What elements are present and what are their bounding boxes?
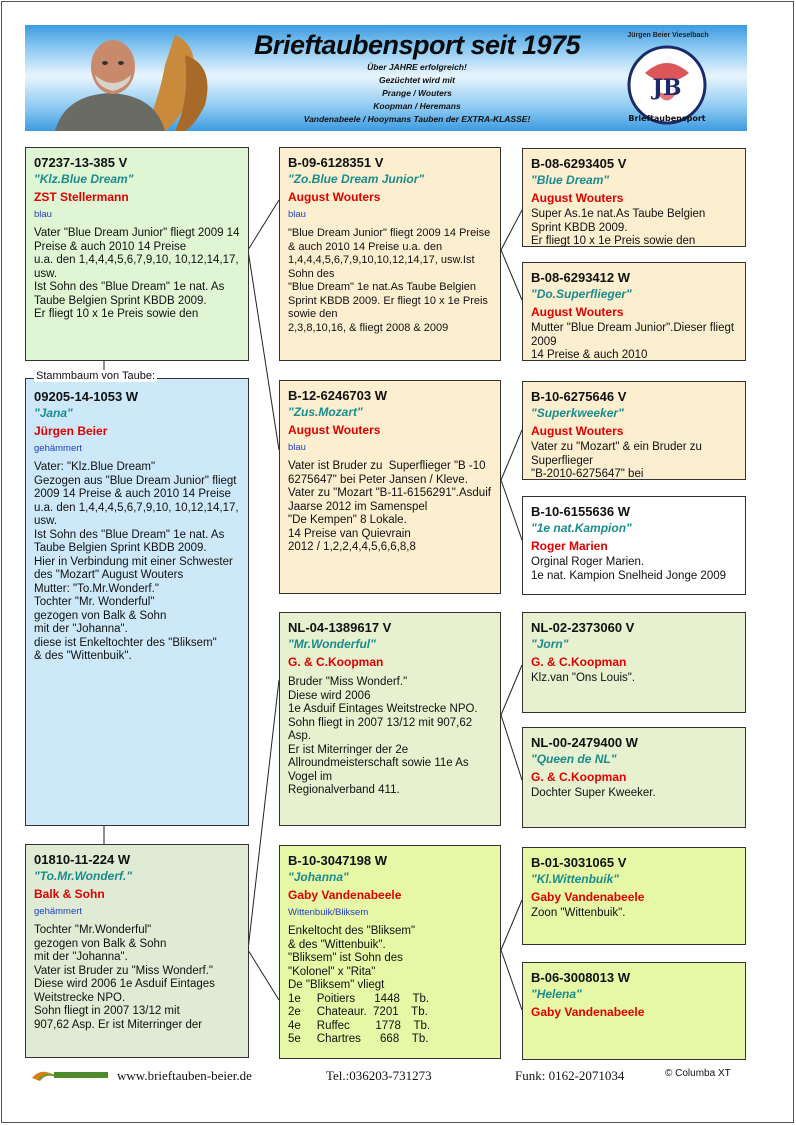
pedigree-description: Vater ist Bruder zu Superflieger "B -10 6275647" bei Peter Jansen / Kleve. Vater zu "Mozart "B-11-6156291".Asduif Jaarse 2012 im Samenspel "De Kempen" 8 Lokale. 14 Preise van Quievrain 2012 / 1,2,2,4,4,5,6,6,8,8 xyxy=(288,460,491,553)
pigeon-logo-icon xyxy=(625,43,710,128)
banner-line: Koopman / Heremans xyxy=(373,101,461,111)
pedigree-card-sire-of-father xyxy=(279,147,501,361)
footer-website-link[interactable]: www.brieftauben-beier.de xyxy=(117,1068,252,1083)
ring-number: B-06-3008013 W xyxy=(531,970,630,985)
ring-number: 01810-11-224 W xyxy=(34,852,131,867)
pedigree-description: Vater "Blue Dream Junior" fliegt 2009 14 Preise & auch 2010 14 Preise u.a. den 1,4,4,4,5,6,7,9,10, 10,12,14,17, usw. Ist Sohn des "Blue Dream" 1e nat. As Taube Belgien Sprint KBDB 2009. Er fliegt 10 x 1e Preis sowie den xyxy=(34,227,240,320)
ring-number: B-01-3031065 V xyxy=(531,855,627,870)
breeder-name: Jürgen Beier xyxy=(34,424,108,438)
breeder-name: Gaby Vandenabeele xyxy=(531,1005,645,1019)
pedigree-card-ff-dam xyxy=(522,262,746,361)
footer-mobile: Funk: 0162-2071034 xyxy=(515,1068,625,1083)
pedigree-card-mf-dam xyxy=(522,727,746,828)
pedigree-description: "Blue Dream Junior" fliegt 2009 14 Preise & auch 2010 14 Preise u.a. den 1,4,4,4,5,6,7,9,10,10,12,14,17, usw.Ist Sohn des "Blue Dream" 1e nat.As Taube Belgien Sprint KBDB 2009. Er fliegt 10 x 1e Preis sowie den 2,3,8,10,16, & fliegt 2008 & 2009 xyxy=(288,227,491,334)
pigeon-name: "1e nat.Kampion" xyxy=(531,521,632,535)
plumage-color: gehämmert xyxy=(34,906,83,917)
pigeon-name: "Kl.Wittenbuik" xyxy=(531,872,619,886)
pedigree-card-father xyxy=(25,147,249,361)
logo-initials: JB xyxy=(652,75,682,101)
footer-copyright: © Columba XT xyxy=(665,1068,731,1079)
pedigree-card-dam-of-father xyxy=(279,380,501,594)
pedigree-card-mm-dam xyxy=(522,962,746,1060)
banner-line: Vandenabeele / Hooymans Tauben der EXTRA-KLASSE! xyxy=(303,114,531,124)
pigeon-name: "Zus.Mozart" xyxy=(288,405,363,419)
ring-number: 07237-13-385 V xyxy=(34,155,128,170)
stammbaum-label: Stammbaum von Taube: xyxy=(36,370,156,382)
breeder-name: G. & C.Koopman xyxy=(531,655,627,669)
ring-number: B-12-6246703 W xyxy=(288,388,387,403)
pigeon-name: "Johanna" xyxy=(288,870,349,884)
ring-number: NL-04-1389617 V xyxy=(288,620,392,635)
banner-taglines xyxy=(257,61,577,126)
breeder-name: August Wouters xyxy=(531,191,624,205)
logo-text: Brieftaubensport xyxy=(628,114,706,123)
ring-number: B-10-6275646 V xyxy=(531,389,627,404)
pigeon-name: "Jana" xyxy=(34,406,73,420)
pedigree-description: Dochter Super Kweeker. xyxy=(531,787,656,799)
pedigree-description: Tochter "Mr.Wonderful" gezogen von Balk & Sohn mit der "Johanna". Vater ist Bruder zu "Miss Wonderf." Diese wird 2006 1e Asduif Eintages Weitstrecke NPO. Sohn fliegt in 2007 13/12 mit 907,62 Asp. Er ist Miterringer der xyxy=(34,924,215,1031)
banner-brand: Jürgen Beier Vieselbach xyxy=(627,32,709,39)
pedigree-card-mm-sire xyxy=(522,847,746,945)
pedigree-description: Klz.van "Ons Louis". xyxy=(531,672,636,684)
pedigree-card-ff-sire xyxy=(522,148,746,247)
breeder-name: Gaby Vandenabeele xyxy=(531,890,645,904)
plumage-color: blau xyxy=(288,442,306,453)
plumage-color: Wittenbuik/Bliksem xyxy=(288,907,369,918)
pedigree-description: Bruder "Miss Wonderf." Diese wird 2006 1e Asduif Eintages Weitstrecke NPO. Sohn fliegt in 2007 13/12 mit 907,62 Asp. Er ist Miterringer der 2e Allroundmeisterschaft sowie 11e As Vogel im Regionalverband 411. xyxy=(288,676,478,796)
breeder-name: ZST Stellermann xyxy=(34,190,129,204)
pedigree-description: Mutter "Blue Dream Junior".Dieser fliegt 2009 14 Preise & auch 2010 xyxy=(531,322,735,361)
ring-number: NL-00-2479400 W xyxy=(531,735,638,750)
pedigree-description: Enkeltocht des "Bliksem" & des "Wittenbuik". "Bliksem" ist Sohn des "Kolonel" x "Rita" De "Bliksem" vliegt 1e Poitiers 1448 Tb. 2e Chateaur. 7201 Tb. 4e Ruffec 1778 Tb. 5e Chartres 668 Tb. xyxy=(288,925,431,1045)
breeder-name: G. & C.Koopman xyxy=(531,770,627,784)
plumage-color: gehämmert xyxy=(34,443,83,454)
breeder-name: August Wouters xyxy=(531,424,624,438)
ring-number: NL-02-2373060 V xyxy=(531,620,635,635)
breeder-name: Balk & Sohn xyxy=(34,887,105,901)
ring-number: B-09-6128351 V xyxy=(288,155,384,170)
breeder-name: Roger Marien xyxy=(531,539,608,553)
banner-line: Prange / Wouters xyxy=(382,88,452,98)
pigeon-name: "Queen de NL" xyxy=(531,752,617,766)
pedigree-description: Zoon "Wittenbuik". xyxy=(531,907,626,919)
breeder-name: August Wouters xyxy=(531,305,624,319)
pigeon-name: "Helena" xyxy=(531,987,582,1001)
pigeon-name: "Superkweeker" xyxy=(531,406,624,420)
footer-brand-logo-icon xyxy=(30,1066,110,1083)
ring-number: B-08-6293412 W xyxy=(531,270,630,285)
pedigree-description: Vater zu "Mozart" & ein Bruder zu Superflieger "B-2010-6275647" bei xyxy=(531,441,702,480)
pedigree-card-mf-sire xyxy=(522,612,746,713)
pigeon-name: "To.Mr.Wonderf." xyxy=(34,869,133,883)
footer-phone: Tel.:036203-731273 xyxy=(326,1068,432,1083)
banner-line: Gezüchtet wird mit xyxy=(378,75,456,85)
breeder-name: August Wouters xyxy=(288,190,381,204)
pedigree-card-fm-dam xyxy=(522,496,746,595)
pigeon-name: "Blue Dream" xyxy=(531,173,610,187)
breeder-name: G. & C.Koopman xyxy=(288,655,384,669)
breeder-photo xyxy=(25,25,225,131)
pedigree-card-subject xyxy=(25,378,249,826)
ring-number: B-10-3047198 W xyxy=(288,853,387,868)
pedigree-card-sire-of-mother xyxy=(279,612,501,826)
plumage-color: blau xyxy=(288,209,306,220)
pigeon-name: "Zo.Blue Dream Junior" xyxy=(288,172,425,186)
pedigree-description: Super As.1e nat.As Taube Belgien Sprint KBDB 2009. Er fliegt 10 x 1e Preis sowie den xyxy=(531,208,706,247)
pedigree-description: Vater: "Klz.Blue Dream" Gezogen aus "Blue Dream Junior" fliegt 2009 14 Preise & auch 2010 14 Preise u.a. den 1,4,4,4,5,6,7,9,10, 10,12,14,17, usw. Ist Sohn des "Blue Dream" 1e nat. As Taube Belgien Sprint KBDB 2009. Hier in Verbindung mit einer Schwester des "Mozart" August Wouters Mutter: "To.Mr.Wonderf." Tochter "Mr. Wonderful" gezogen von Balk & Sohn mit der "Johanna". diese ist Enkeltochter des "Bliksem" & des "Wittenbuik". xyxy=(34,461,239,662)
plumage-color: blau xyxy=(34,209,52,220)
ring-number: 09205-14-1053 W xyxy=(34,389,139,404)
pigeon-name: "Mr.Wonderful" xyxy=(288,637,376,651)
breeder-name: August Wouters xyxy=(288,423,381,437)
banner-title: Brieftaubensport seit 1975 xyxy=(253,30,581,60)
breeder-name: Gaby Vandenabeele xyxy=(288,888,402,902)
ring-number: B-08-6293405 V xyxy=(531,156,627,171)
pigeon-name: "Jorn" xyxy=(531,637,569,651)
pedigree-card-fm-sire xyxy=(522,381,746,480)
ring-number: B-10-6155636 W xyxy=(531,504,630,519)
banner-line: Über JAHRE erfolgreich! xyxy=(367,62,467,72)
header-banner xyxy=(25,25,747,131)
pigeon-name: "Klz.Blue Dream" xyxy=(34,172,134,186)
pedigree-description: Orginal Roger Marien. 1e nat. Kampion Snelheid Jonge 2009 xyxy=(531,556,727,582)
pedigree-card-mother xyxy=(25,844,249,1058)
pigeon-name: "Do.Superflieger" xyxy=(531,287,632,301)
pedigree-card-dam-of-mother xyxy=(279,845,501,1059)
